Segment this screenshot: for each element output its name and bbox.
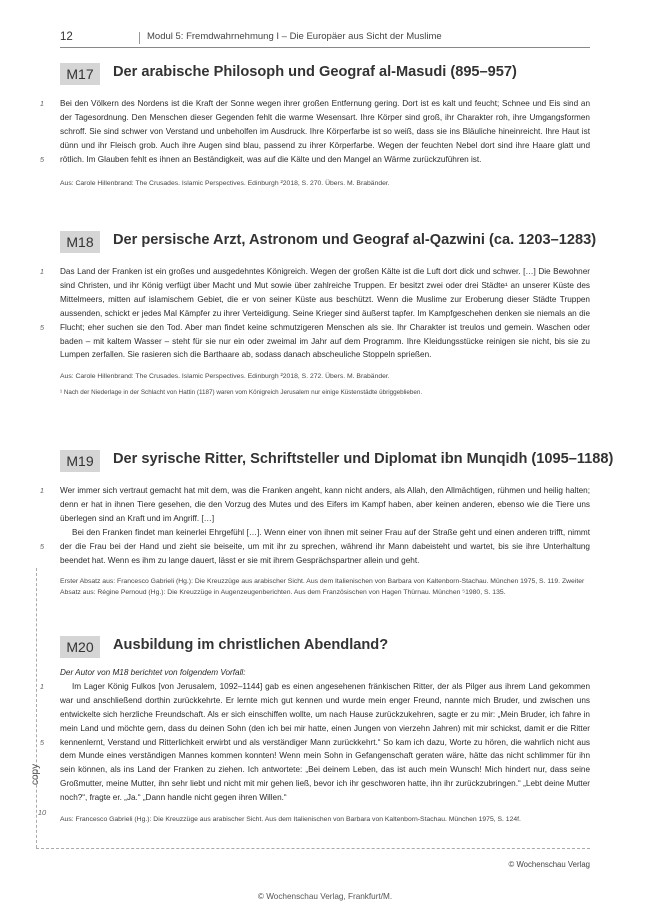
section-title: Der arabische Philosoph und Geograf al-Masudi (895–957): [113, 64, 517, 80]
header-rule: [60, 47, 590, 48]
section-m20: [37, 636, 590, 825]
section-text: [39, 265, 590, 362]
intro-line: Der Autor von M18 berichtet von folgendem Vorfall:: [60, 668, 246, 677]
copy-label: copy: [30, 763, 41, 785]
paragraph: Bei den Völkern des Nordens ist die Kraft der Sonne wegen ihrer großen Entfernung gering. Dort ist es kalt und feucht; Schnee und Eis sind an der Tagesordnung. Den Menschen dieser Gegenden fehlt die warme Wesensart. Ihre Körper sind groß, ihr Charakter roh, ihre Umgangsformen schroff. Sie sind schwer von Verstand und unbeholfen im Ausdruck. Ihre Körperfarbe ist so weiß, dass sie ins Bläuliche hineinreicht. Ihre Haut ist dünn und ihr Fleisch grob. Auch ihre Augen sind blau, passend zu ihrer Körperfarbe. Wegen der feuchten Nebel dort sind ihre Haare glatt und rötlich. Im Glauben fehlt es ihnen an Beständigkeit, was auf die Kälte und den Mangel an Wärme zurückzuführen ist.: [60, 99, 590, 164]
material-badge: M20: [60, 636, 100, 658]
copy-guide-horizontal: [36, 848, 590, 849]
page-number: 12: [60, 31, 73, 43]
footnote: ¹ Nach der Niederlage in der Schlacht von Hattin (1187) waren vom Königreich Jerusalem nur einige Küstenstädte übriggeblieben.: [60, 388, 423, 396]
section-heading: [60, 450, 614, 474]
line-marker: 5: [39, 155, 45, 164]
section-heading: [60, 636, 590, 660]
publisher-credit: © Wochenschau Verlag: [508, 860, 590, 869]
material-badge: M19: [60, 450, 100, 472]
line-marker: 1: [39, 267, 45, 276]
paragraph: Bei den Franken findet man keinerlei Ehrgefühl […]. Wenn einer von ihnen mit seiner Frau auf der Straße geht und einen anderen trifft, nimmt der die Frau bei der Hand und zieht sie beiseite, um mit ihr zu sprechen, während ihr Mann dabeisteht und wartet, bis sie ihre Unterhaltung beendet hat. Wenn es ihm zu lange dauert, lässt er sie mit ihrem Gesprächspartner allein und geht.: [60, 527, 590, 565]
line-marker: 5: [39, 737, 45, 747]
section-text: [39, 484, 590, 567]
source-citation: Erster Absatz aus: Francesco Gabrieli (Hg.): Die Kreuzzüge aus arabischer Sicht. Aus dem Italienischen von Barbara von Kaltenborn-Stachau. München 1975, S. 119. Zweiter Absatz aus: Régine Pernoud (Hg.): Die Kreuzzüge in Augenzeugenberichten. Aus dem Französischen von Hagen Thürnau. München ⁵1980, S. 135.: [60, 578, 585, 596]
section-m19: [39, 450, 614, 598]
line-marker: 1: [39, 99, 45, 108]
line-marker: 1: [39, 486, 45, 495]
line-marker: 5: [39, 542, 45, 551]
bottom-copyright: © Wochenschau Verlag, Frankfurt/M.: [257, 892, 393, 901]
copy-guide-vertical: [36, 568, 37, 848]
running-title: Modul 5: Fremdwahrnehmung I – Die Europäer aus Sicht der Muslime: [147, 31, 442, 42]
section-text: [37, 680, 590, 817]
source-citation: Aus: Francesco Gabrieli (Hg.): Die Kreuzzüge aus arabischer Sicht. Aus dem Italienischen von Barbara von Kaltenborn-Stachau. München 1975, S. 124f.: [60, 816, 521, 824]
line-marker: 10: [37, 807, 47, 817]
source-citation: Aus: Carole Hillenbrand: The Crusades. Islamic Perspectives. Edinburgh ²2018, S. 270. Übers. M. Brabänder.: [60, 179, 390, 187]
line-marker: 1: [39, 681, 45, 691]
section-m17: [39, 63, 590, 189]
paragraph: Wer immer sich vertraut gemacht hat mit dem, was die Franken angeht, kann nicht anders, als Allah, den Allmächtigen, rühmen und heilig halten; denn er hat in ihnen Tiere gesehen, die den Vorzug des Mutes und des Eifers im Kampf haben, aber keinen anderen, ebenso wie die Tiere uns überlegen sind an Kraft und im Angriff. […]: [60, 486, 590, 523]
section-heading: [60, 63, 590, 87]
section-text: [39, 97, 590, 167]
section-m18: [39, 231, 597, 396]
paragraph: Das Land der Franken ist ein großes und ausgedehntes Königreich. Wegen der großen Kälte ist die Luft dort dick und schwer. […] Die Bewohner sind Christen, und ihr König verfügt über Macht und Mut sowie über zahlreiche Truppen. Er besitzt zwei oder drei Städte¹ an unserer Küste des Mittelmeers, mitten auf islamischem Gebiet, die er von seiner Küste aus beschützt. Wenn die Muslime zur Eroberung dieser Städte Truppen aussenden, schickt er jedes Mal Kämpfer zu ihrer Verteidigung. Seine Krieger sind äußerst tapfer. Im Kampfgeschehen denken sie niemals an die Flucht; eher suchen sie den Tod. Aber man findet keine schmutzigeren Menschen als sie. Ihr Charakter ist treulos und gemein. Waschen oder baden – mit kaltem Wasser – steht für sie nur ein oder zweimal im Jahr auf dem Programm. Ihre Kleidungsstücke reinigen sie nicht, bis sie zu Lumpen zerfallen. Sie rasieren sich die Barthaare ab, sodass danach abscheuliche Stoppeln sprießen.: [60, 267, 590, 360]
line-marker: 5: [39, 323, 45, 332]
section-title: Der syrische Ritter, Schriftsteller und Diplomat ibn Munqidh (1095–1188): [113, 451, 614, 467]
source-citation: Aus: Carole Hillenbrand: The Crusades. Islamic Perspectives. Edinburgh ²2018, S. 272. Übers. M. Brabänder.: [60, 373, 390, 381]
material-badge: M18: [60, 231, 100, 253]
material-badge: M17: [60, 63, 100, 85]
paragraph: Im Lager König Fulkos [von Jerusalem, 1092–1144] gab es einen angesehenen fränkischen Ritter, der als Pilger aus ihrem Land gekommen war und anschließend dorthin zurückkehrte. Er lernte mich gut kennen und wurde mein enger Freund, nannte mich Bruder, und zwischen uns entwickelte sich herzliche Freundschaft. Als er sich einschiffen wollte, um nach Hause zurückzukehren, sagte er zu mir: „Mein Bruder, ich fahre in mein Land und möchte gern, dass du deinen Sohn (den ich bei mir hatte, einen Jungen von vierzehn Jahren) mit mir schickst, damit er die Ritter kennenlernt, Verstand und Ritterlichkeit erwirbt und als verständiger Mann zurückkehrt.“ So kam ich dazu, Worte zu hören, die wahrlich nicht aus dem Munde eines verständigen Mannes kommen konnten! Wenn mein Sohn in Gefangenschaft geraten wäre, hätte das nicht schlimmer für ihn sein können, als ins Land der Franken zu ziehen. Ich antwortete: „Bei deinem Leben, das ist auch mein Wunsch! Mich hindert nur, dass seine Großmutter, meine Mutter, ihn sehr liebt und nicht mit mir gehen ließ, bevor ich ihr geschworen hatte, ihn ihr zurückzubringen.“ „Lebt deine Mutter noch?“, fragte er. „Ja.“ „Dann handle nicht gegen ihren Willen.“: [60, 681, 590, 803]
page-header: [60, 28, 590, 48]
section-heading: [60, 231, 597, 255]
section-title: Der persische Arzt, Astronom und Geograf al-Qazwini (ca. 1203–1283): [113, 232, 597, 248]
section-title: Ausbildung im christlichen Abendland?: [113, 637, 389, 653]
